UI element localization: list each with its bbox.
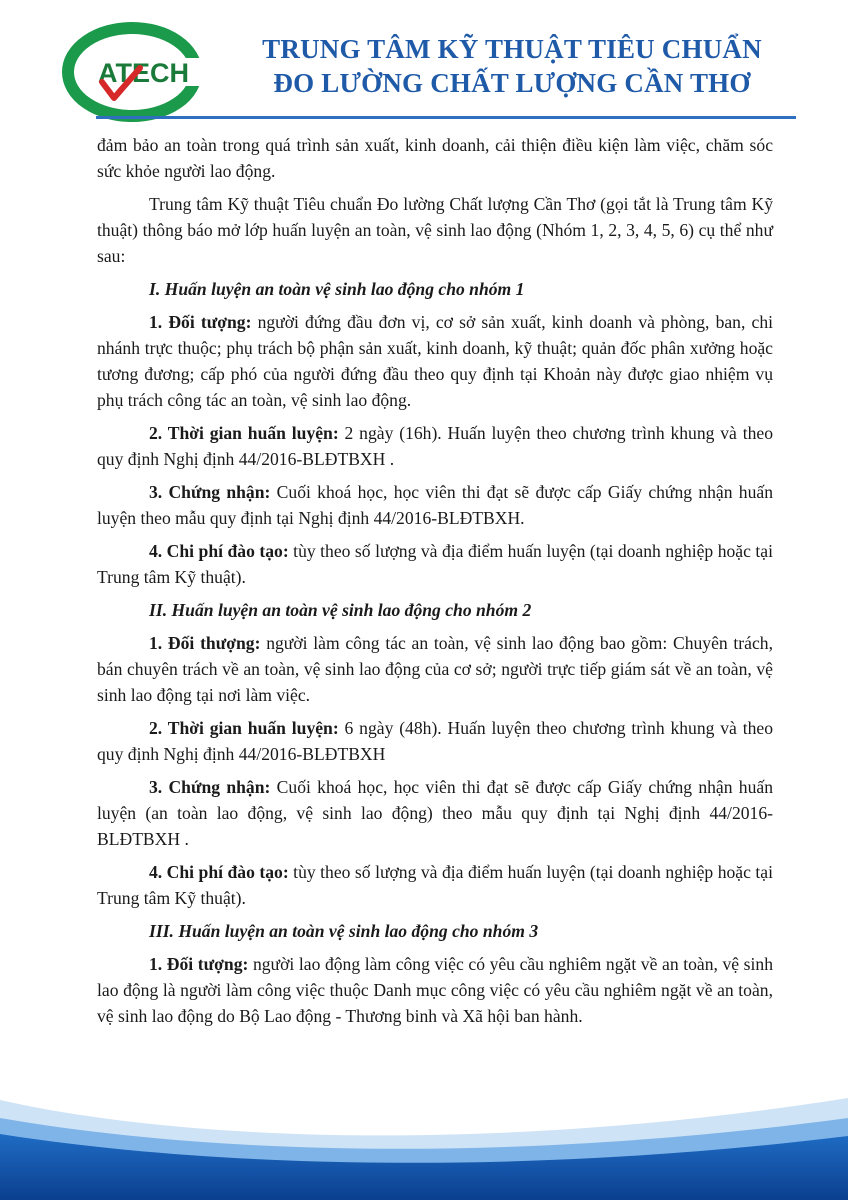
section-1-item-4 [97,538,773,590]
item-text: người làm công tác an toàn, vệ sinh lao động bao gồm: Chuyên trách, bán chuyên trách về an toàn, vệ sinh lao động của cơ sở; người trực tiếp giám sát về an toàn, vệ sinh lao động tại nơi làm việc. [97,633,773,705]
item-label: 1. Đối thượng: [149,633,261,653]
footer-wave-decoration [0,1070,848,1200]
item-text: tùy theo số lượng và địa điểm huấn luyện (tại doanh nghiệp hoặc tại Trung tâm Kỹ thuật). [97,862,773,908]
section-2-item-1 [97,630,773,708]
organization-title [212,32,812,100]
item-text: 6 ngày (48h). Huấn luyện theo chương trình khung và theo quy định Nghị định 44/2016-BLĐTBXH [97,718,773,764]
item-text: 2 ngày (16h). Huấn luyện theo chương trình khung và theo quy định Nghị định 44/2016-BLĐTBXH . [97,423,773,469]
logo-text: ATECH [98,58,189,88]
item-text: người lao động làm công việc có yêu cầu nghiêm ngặt về an toàn, vệ sinh lao động là người làm công việc thuộc Danh mục công việc có yêu cầu nghiêm ngặt về an toàn, vệ sinh lao động do Bộ Lao động - Thương binh và Xã hội ban hành. [97,954,774,1026]
section-2-item-4 [97,859,773,911]
document-body [97,132,773,1036]
section-2-heading: II. Huấn luyện an toàn vệ sinh lao động cho nhóm 2 [149,600,532,620]
item-label: 1. Đối tượng: [149,954,249,974]
section-1-item-1 [97,309,773,413]
item-text: Cuối khoá học, học viên thi đạt sẽ được cấp Giấy chứng nhận huấn luyện theo mẫu quy định tại Nghị định 44/2016-BLĐTBXH. [97,482,774,528]
item-label: 1. Đối tượng: [149,312,252,332]
item-label: 3. Chứng nhận: [149,482,271,502]
item-label: 2. Thời gian huấn luyện: [149,423,339,443]
item-text: người đứng đầu đơn vị, cơ sở sản xuất, kinh doanh và phòng, ban, chi nhánh trực thuộc; phụ trách bộ phận sản xuất, kinh doanh, kỹ thuật; quản đốc phân xưởng hoặc tương đương; cấp phó của người đứng đầu theo quy định tại Khoản này được giao nhiệm vụ phụ trách công tác an toàn, vệ sinh lao động. [97,312,773,410]
item-label: 4. Chi phí đào tạo: [149,541,289,561]
section-1-item-3 [97,479,773,531]
header-divider [96,116,796,119]
item-text: Cuối khoá học, học viên thi đạt sẽ được cấp Giấy chứng nhận huấn luyện (an toàn lao động, vệ sinh lao động) theo mẫu quy định tại Nghị định 44/2016-BLĐTBXH . [97,777,774,849]
item-text: tùy theo số lượng và địa điểm huấn luyện (tại doanh nghiệp hoặc tại Trung tâm Kỹ thuật). [97,541,773,587]
organization-title-line-2: ĐO LƯỜNG CHẤT LƯỢNG CẦN THƠ [273,68,751,98]
section-2-item-3 [97,774,773,852]
section-1-item-2 [97,420,773,472]
section-3-item-1 [97,951,773,1029]
item-label: 4. Chi phí đào tạo: [149,862,289,882]
section-2-item-2 [97,715,773,767]
item-label: 3. Chứng nhận: [149,777,271,797]
item-label: 2. Thời gian huấn luyện: [149,718,339,738]
intro-continuation-paragraph: đảm bảo an toàn trong quá trình sản xuất, kinh doanh, cải thiện điều kiện làm việc, chăm sóc sức khỏe người lao động. [97,135,773,181]
section-3-heading: III. Huấn luyện an toàn vệ sinh lao động cho nhóm 3 [149,921,539,941]
organization-title-line-1: TRUNG TÂM KỸ THUẬT TIÊU CHUẨN [262,34,762,64]
section-1-heading: I. Huấn luyện an toàn vệ sinh lao động cho nhóm 1 [149,279,525,299]
announcement-paragraph: Trung tâm Kỹ thuật Tiêu chuẩn Đo lường Chất lượng Cần Thơ (gọi tắt là Trung tâm Kỹ thuật) thông báo mở lớp huấn luyện an toàn, vệ sinh lao động (Nhóm 1, 2, 3, 4, 5, 6) cụ thể như sau: [97,194,773,266]
page-header [0,0,848,124]
atech-logo [62,22,202,122]
